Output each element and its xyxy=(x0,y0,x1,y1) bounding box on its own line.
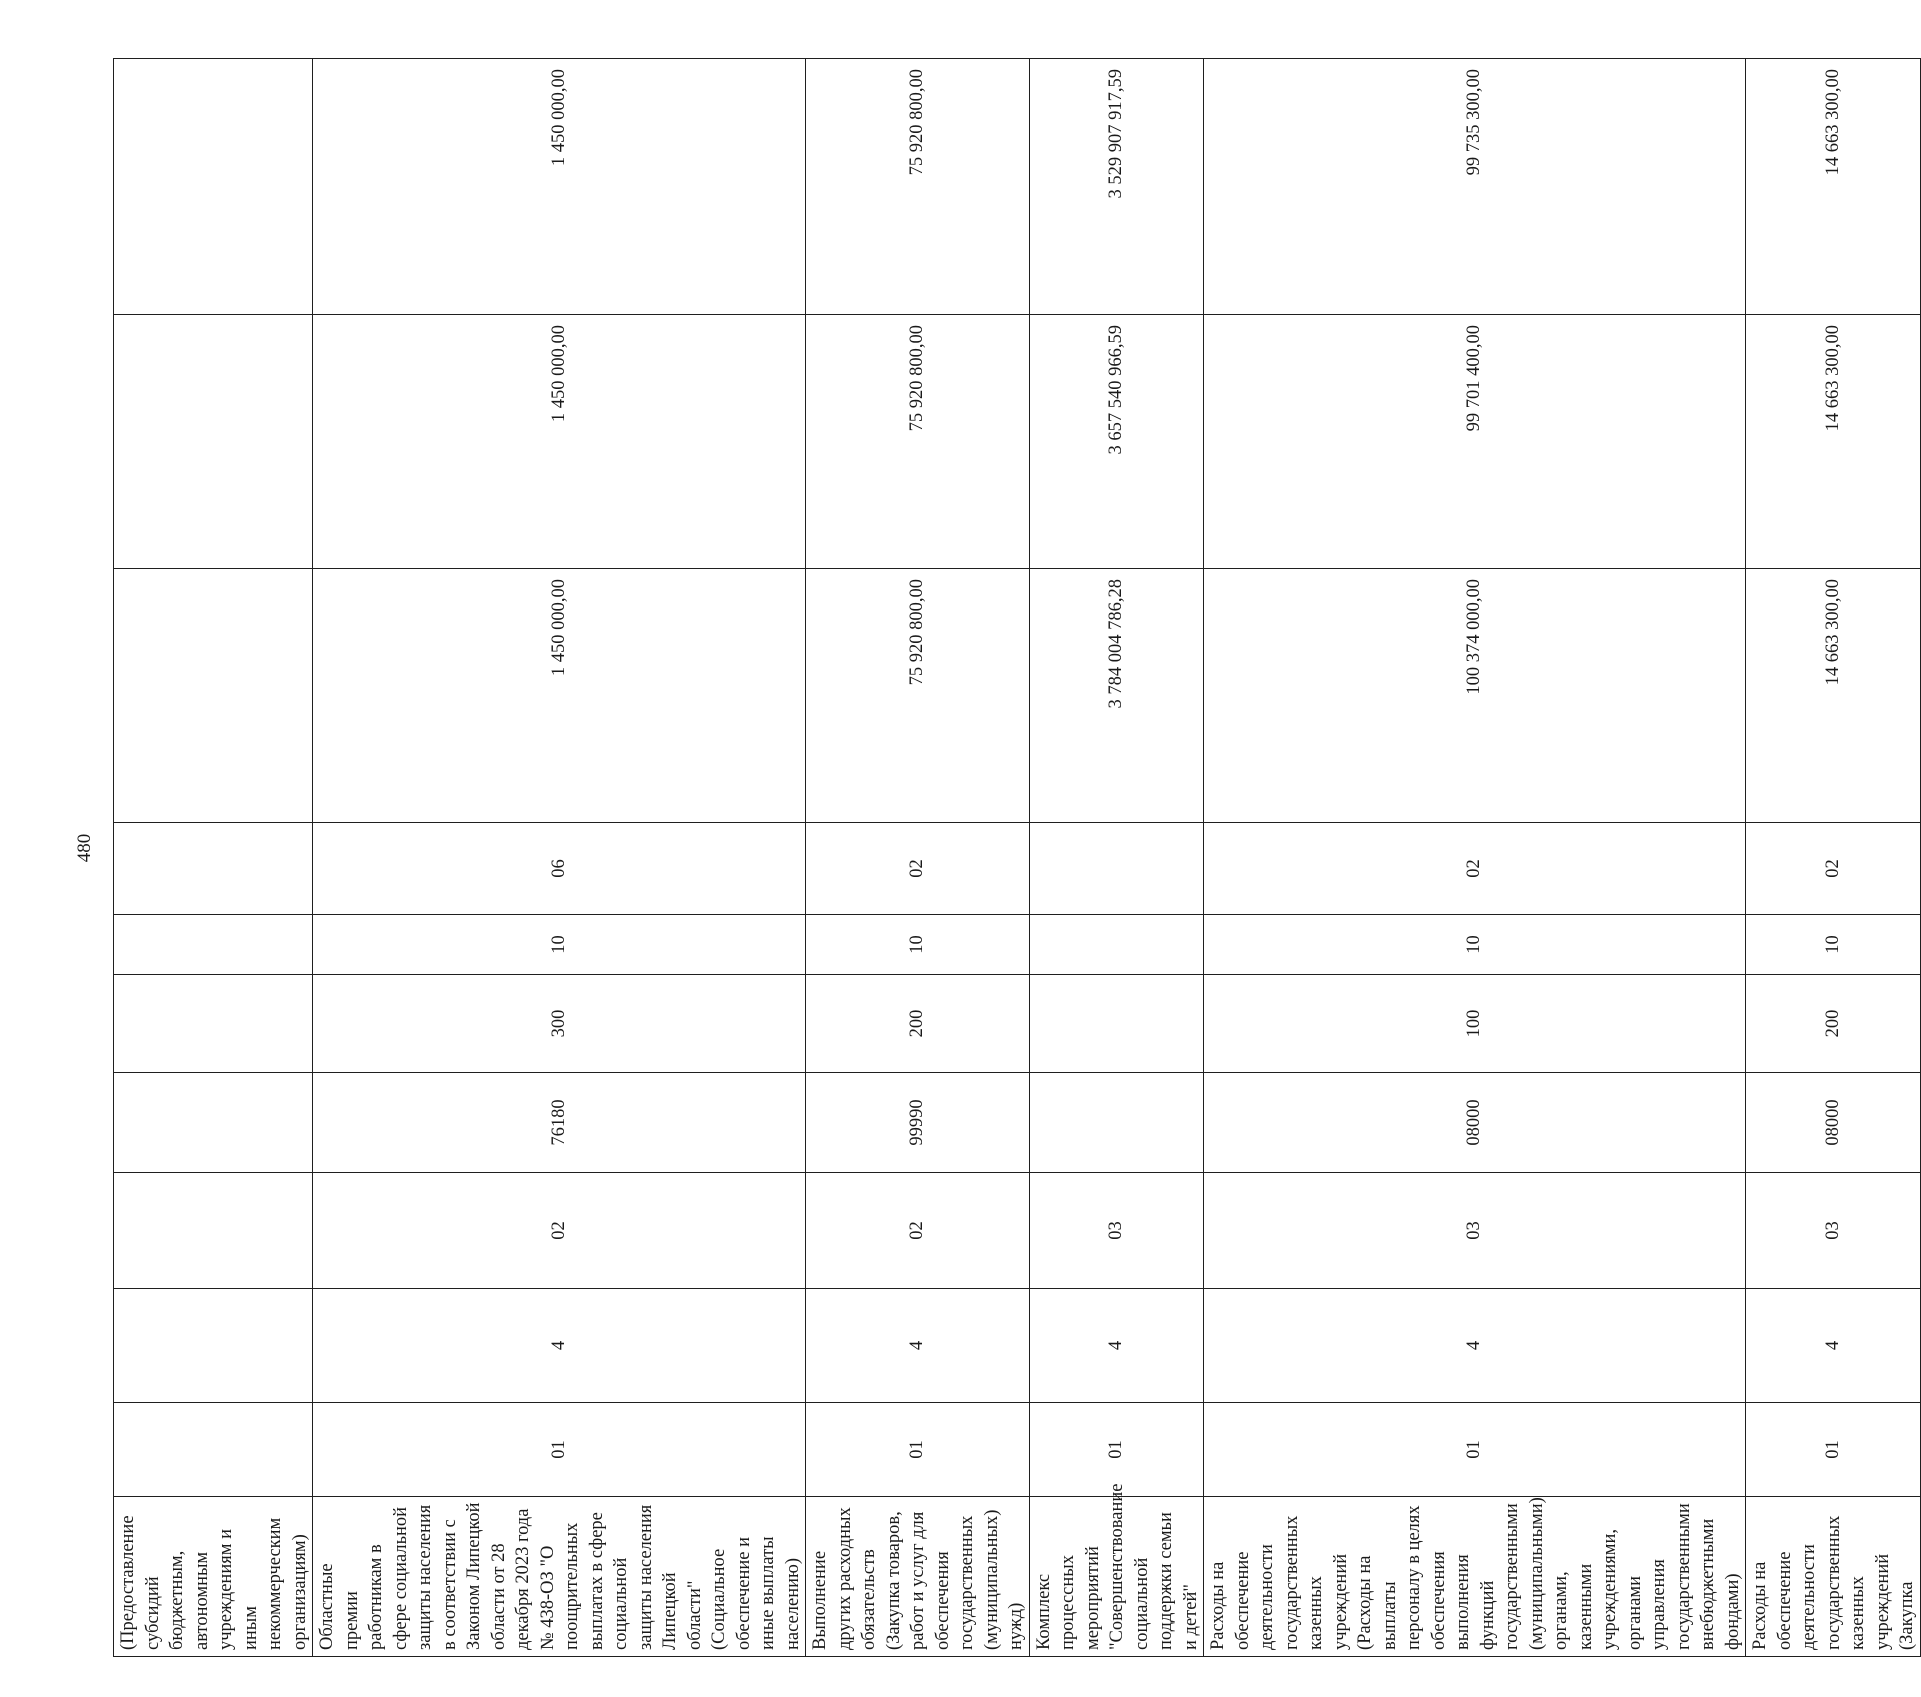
code-col-6: 10 xyxy=(1746,915,1921,975)
code-col-3: 02 xyxy=(806,1173,1030,1289)
code-col-6: 10 xyxy=(1204,915,1746,975)
code-col-2: 4 xyxy=(806,1289,1030,1403)
amount-col-2: 1 450 000,00 xyxy=(313,315,806,569)
amount-col-3: 1 450 000,00 xyxy=(313,59,806,315)
amount-col-1: 1 450 000,00 xyxy=(313,569,806,823)
code-col-5: 300 xyxy=(313,975,806,1073)
code-col-1: 01 xyxy=(313,1403,806,1497)
amount-col-2: 14 663 300,00 xyxy=(1746,315,1921,569)
amount-col-1 xyxy=(114,569,313,823)
code-col-7: 02 xyxy=(806,823,1030,915)
code-col-3: 03 xyxy=(1204,1173,1746,1289)
code-col-3: 02 xyxy=(313,1173,806,1289)
code-col-1: 01 xyxy=(1746,1403,1921,1497)
code-col-1: 01 xyxy=(1204,1403,1746,1497)
code-col-6: 10 xyxy=(806,915,1030,975)
amount-col-3: 99 735 300,00 xyxy=(1204,59,1746,315)
amount-col-1: 75 920 800,00 xyxy=(806,569,1030,823)
code-col-4 xyxy=(1029,1073,1204,1173)
code-col-4: 99990 xyxy=(806,1073,1030,1173)
budget-table xyxy=(113,58,1921,1657)
amount-col-2: 3 657 540 966,59 xyxy=(1029,315,1204,569)
code-col-2: 4 xyxy=(1746,1289,1921,1403)
amount-col-1: 100 374 000,00 xyxy=(1204,569,1746,823)
table-row xyxy=(114,59,313,1657)
amount-col-3: 3 529 907 917,59 xyxy=(1029,59,1204,315)
code-col-5: 200 xyxy=(806,975,1030,1073)
code-col-2: 4 xyxy=(1029,1289,1204,1403)
row-description: (Предоставление субсидий бюджетным, автономным учреждениям и иным некоммерческим организациям) xyxy=(114,1497,313,1657)
amount-col-2: 75 920 800,00 xyxy=(806,315,1030,569)
code-col-6: 10 xyxy=(313,915,806,975)
table-row xyxy=(313,59,806,1657)
code-col-4 xyxy=(114,1073,313,1173)
code-col-5: 200 xyxy=(1746,975,1921,1073)
amount-col-3: 75 920 800,00 xyxy=(806,59,1030,315)
code-col-3 xyxy=(114,1173,313,1289)
row-description: Расходы на обеспечение деятельности государственных казенных учреждений (Закупка xyxy=(1746,1497,1921,1657)
code-col-7 xyxy=(1029,823,1204,915)
code-col-3: 03 xyxy=(1029,1173,1204,1289)
code-col-7 xyxy=(114,823,313,915)
table-row xyxy=(806,59,1030,1657)
row-description: Комплекс процессных мероприятий "Совершенствование социальной поддержки семьи и детей" xyxy=(1029,1497,1204,1657)
table-row xyxy=(1204,59,1746,1657)
amount-col-3: 14 663 300,00 xyxy=(1746,59,1921,315)
table-row xyxy=(1746,59,1921,1657)
page-number: 480 xyxy=(74,833,95,863)
code-col-5 xyxy=(1029,975,1204,1073)
code-col-4: 76180 xyxy=(313,1073,806,1173)
table-row xyxy=(1029,59,1204,1657)
code-col-1 xyxy=(114,1403,313,1497)
code-col-7: 02 xyxy=(1746,823,1921,915)
amount-col-3 xyxy=(114,59,313,315)
code-col-2: 4 xyxy=(1204,1289,1746,1403)
amount-col-1: 3 784 004 786,28 xyxy=(1029,569,1204,823)
code-col-5 xyxy=(114,975,313,1073)
code-col-3: 03 xyxy=(1746,1173,1921,1289)
code-col-5: 100 xyxy=(1204,975,1746,1073)
row-description: Выполнение других расходных обязательств (Закупка товаров, работ и услуг для обеспечения государственных (муниципальных) нужд) xyxy=(806,1497,1030,1657)
code-col-1: 01 xyxy=(1029,1403,1204,1497)
code-col-4: 08000 xyxy=(1746,1073,1921,1173)
code-col-2: 4 xyxy=(313,1289,806,1403)
code-col-2 xyxy=(114,1289,313,1403)
code-col-6 xyxy=(114,915,313,975)
code-col-6 xyxy=(1029,915,1204,975)
amount-col-1: 14 663 300,00 xyxy=(1746,569,1921,823)
code-col-7: 02 xyxy=(1204,823,1746,915)
amount-col-2: 99 701 400,00 xyxy=(1204,315,1746,569)
code-col-7: 06 xyxy=(313,823,806,915)
rotated-table-wrapper xyxy=(113,59,1917,1657)
row-description: Областные премии работникам в сфере социальной защиты населения в соответствии с Законом Липецкой области от 28 декабря 2023 года № 438-ОЗ "О поощрительных выплатах в сфере социальной защиты населения Липецкой области" (Социальное обеспечение и иные выплаты населению) xyxy=(313,1497,806,1657)
code-col-1: 01 xyxy=(806,1403,1030,1497)
row-description: Расходы на обеспечение деятельности государственных казенных учреждений (Расходы на выплаты персоналу в целях обеспечения выполнения функций государственными (муниципальными) органами, казенными учреждениями, органами управления государственными внебюджетными фондами) xyxy=(1204,1497,1746,1657)
code-col-4: 08000 xyxy=(1204,1073,1746,1173)
amount-col-2 xyxy=(114,315,313,569)
